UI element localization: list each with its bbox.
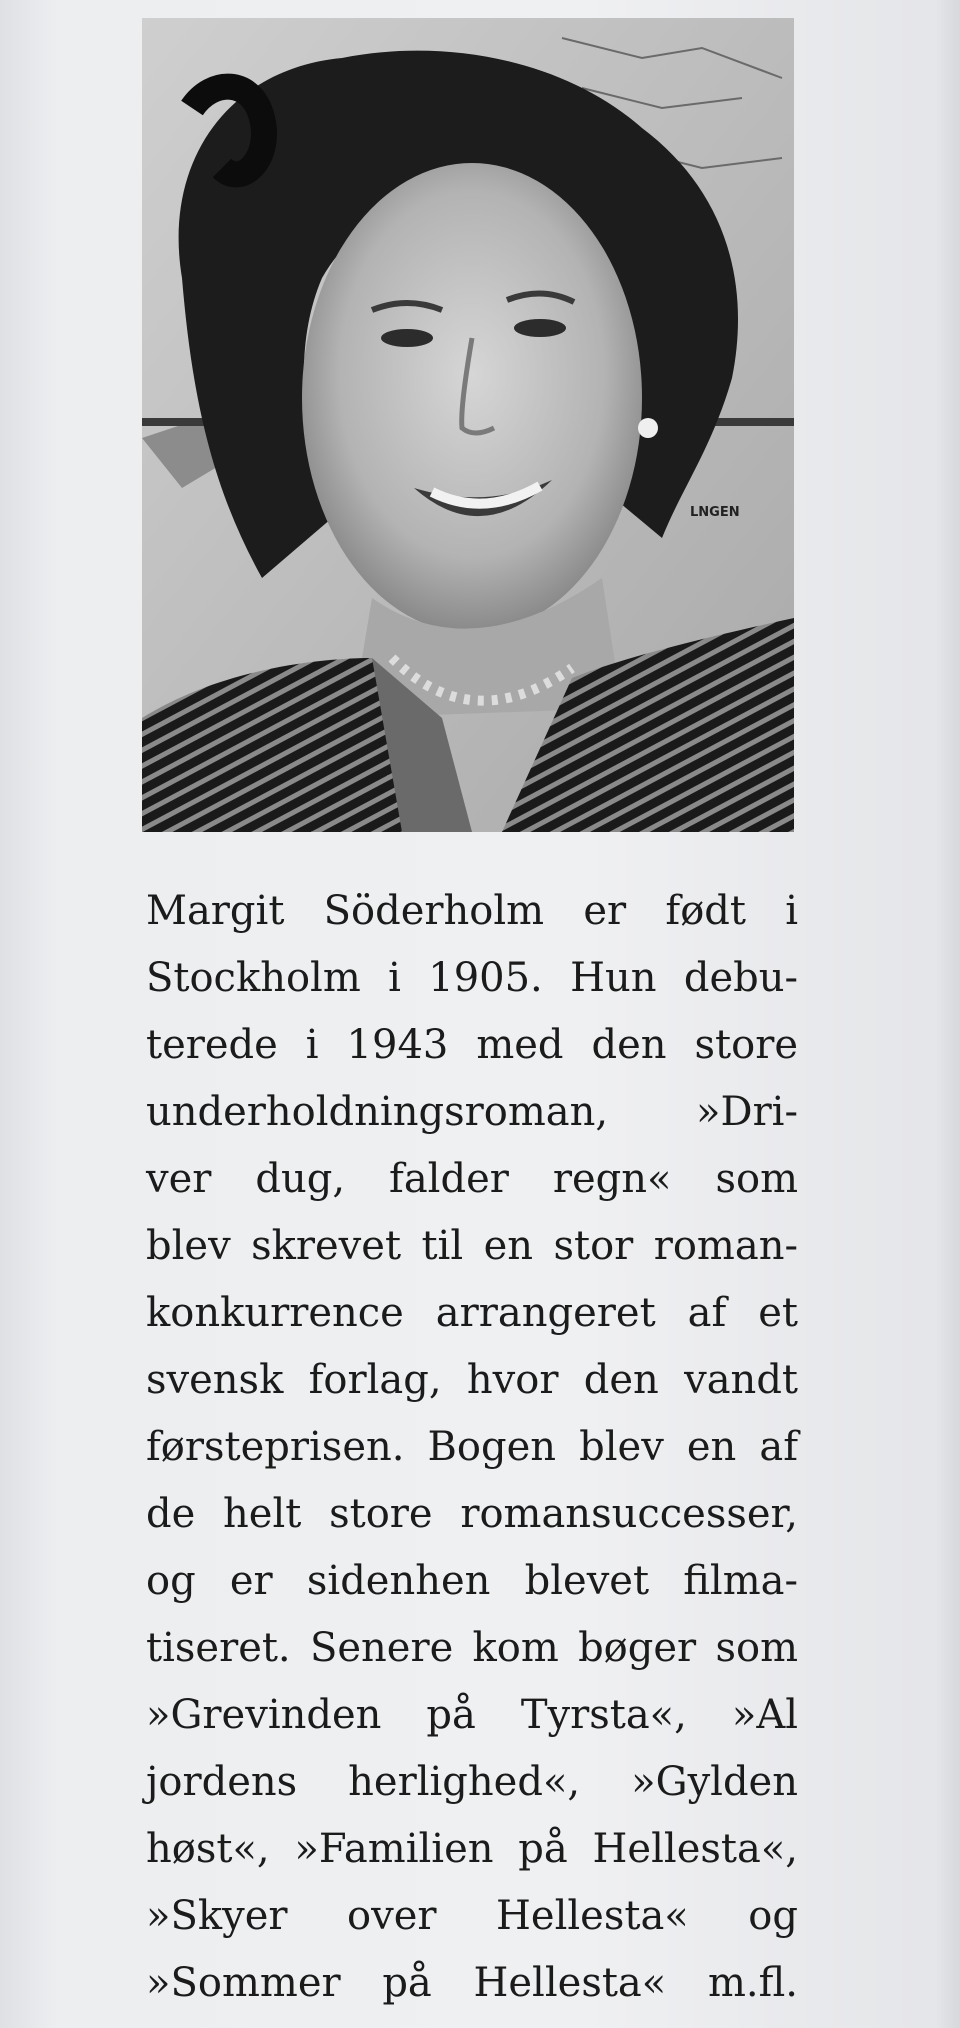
- bio-line: ver dug, falder regn« som: [146, 1156, 798, 1202]
- bio-line: blev skrevet til en stor roman-: [146, 1223, 798, 1269]
- bio-line: Stockholm i 1905. Hun debu-: [146, 955, 798, 1001]
- bio-line: underholdningsroman, »Dri-: [146, 1089, 798, 1135]
- author-biography: [146, 878, 798, 2017]
- bio-line: tiseret. Senere kom bøger som: [146, 1625, 798, 1671]
- bio-line: »Grevinden på Tyrsta«, »Al: [146, 1692, 798, 1738]
- bio-line: »Skyer over Hellesta« og: [146, 1893, 798, 1939]
- bio-line: høst«, »Familien på Hellesta«,: [146, 1826, 798, 1872]
- author-portrait-photo: [142, 18, 794, 832]
- bio-line: »Sommer på Hellesta« m.fl.: [146, 1960, 798, 2006]
- bio-line: terede i 1943 med den store: [146, 1022, 798, 1068]
- page-edge-shadow: [936, 0, 960, 2028]
- bio-line: konkurrence arrangeret af et: [146, 1290, 798, 1336]
- bio-line: førsteprisen. Bogen blev en af: [146, 1424, 798, 1470]
- bio-line: de helt store romansuccesser,: [146, 1491, 798, 1537]
- bio-line: og er sidenhen blevet filma-: [146, 1558, 798, 1604]
- bio-line: svensk forlag, hvor den vandt: [146, 1357, 798, 1403]
- bio-line: Margit Söderholm er født i: [146, 888, 798, 934]
- bio-line: jordens herlighed«, »Gylden: [146, 1759, 798, 1805]
- map-label-text: LNGEN: [690, 505, 740, 520]
